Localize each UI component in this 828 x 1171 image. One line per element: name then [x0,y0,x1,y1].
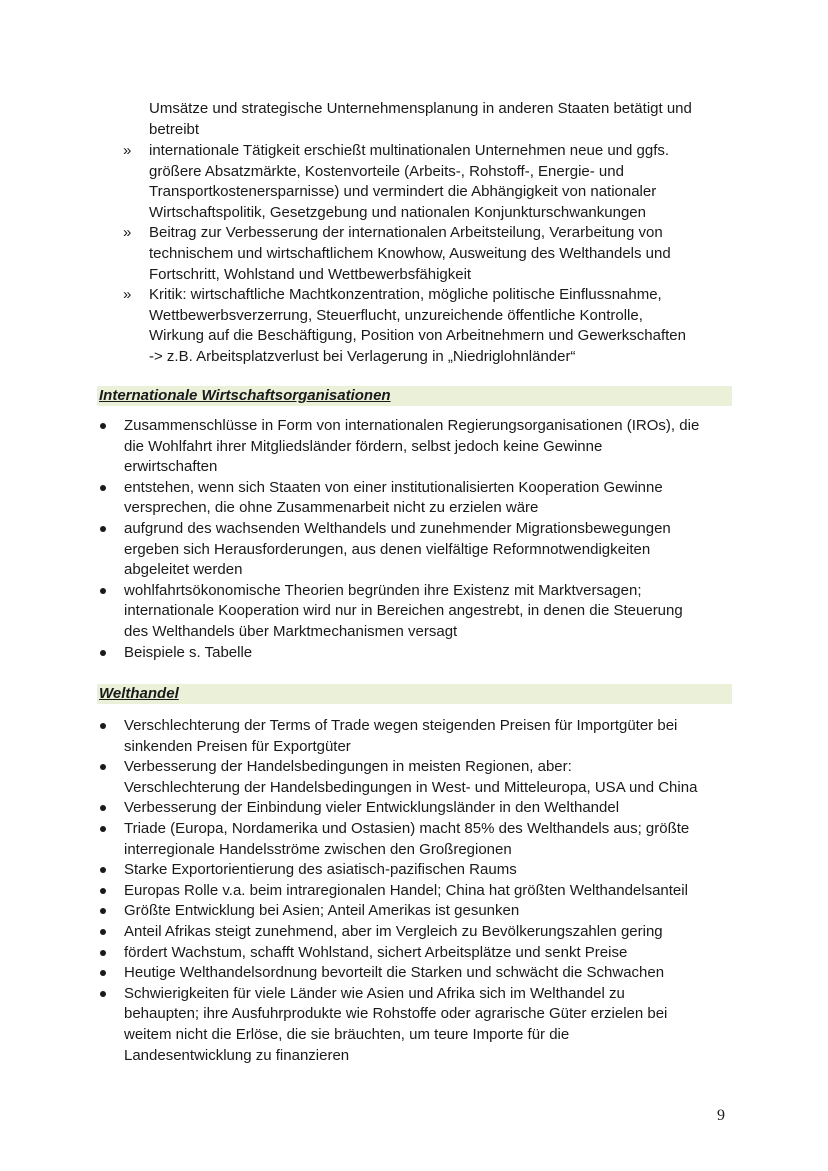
text-line: Wettbewerbsverzerrung, Steuerflucht, unzureichende öffentliche Kontrolle, [149,306,643,324]
list-item [124,860,744,881]
bullet-dot-icon [100,888,106,894]
list-item [124,901,744,922]
text-line: Europas Rolle v.a. beim intraregionalen Handel; China hat größten Welthandelsanteil [124,881,688,899]
page-number: 9 [717,1107,725,1124]
list-item [124,881,744,902]
bullet-dot-icon [100,485,106,491]
bullet-dot-icon [100,991,106,997]
text-line: größere Absatzmärkte, Kostenvorteile (Arbeits-, Rohstoff-, Energie- und [149,162,624,180]
text-line: internationale Tätigkeit erschießt multinationalen Unternehmen neue und ggfs. [149,142,670,159]
bullet-dot-icon [100,526,106,532]
text-line: Verbesserung der Einbindung vieler Entwicklungsländer in den Welthandel [124,799,620,817]
raquo-marker: » [123,142,132,159]
bullet-dot-icon [100,650,106,656]
welthandel-list [124,716,744,1066]
text-line: Verschlechterung der Terms of Trade wegen steigenden Preisen für Importgüter bei [124,717,678,734]
text-line: erwirtschaften [124,458,218,476]
list-item [124,798,744,819]
text-line: Starke Exportorientierung des asiatisch-pazifischen Raums [124,861,517,879]
text-line: internationale Kooperation wird nur in Bereichen angestrebt, in denen die Steuerung [124,602,683,620]
text-line: aufgrund des wachsenden Welthandels und zunehmender Migrationsbewegungen [124,519,671,537]
list-item [124,643,744,664]
bullet-dot-icon [100,950,106,956]
text-line: betreibt [149,120,200,138]
list-item [123,285,739,367]
text-line: des Welthandels über Marktmechanismen versagt [124,622,458,640]
list-item [124,819,744,860]
bullet-dot-icon [100,805,106,811]
bullet-dot-icon [100,826,106,832]
bullet-dot-icon [100,423,106,429]
text-line: Fortschritt, Wohlstand und Wettbewerbsfähigkeit [149,265,472,283]
bullet-dot-icon [100,723,106,729]
text-line: abgeleitet werden [124,561,243,579]
list-item [124,963,744,984]
text-line: Triade (Europa, Nordamerika und Ostasien) macht 85% des Welthandels aus; größte [124,819,690,837]
list-item [124,519,744,581]
text-line: die Wohlfahrt ihrer Mitgliedsländer fördern, selbst jedoch keine Gewinne [124,437,603,455]
text-line: Kritik: wirtschaftliche Machtkonzentration, mögliche politische Einflussnahme, [149,286,662,304]
text-line: Beispiele s. Tabelle [124,643,253,661]
text-line: Verbesserung der Handelsbedingungen in meisten Regionen, aber: [124,758,572,776]
raquo-marker: » [123,224,132,242]
organisations-list [124,416,744,663]
text-line: Wirtschaftspolitik, Gesetzgebung und nationalen Konjunkturschwankungen [149,203,646,221]
text-line: Beitrag zur Verbesserung der internationalen Arbeitsteilung, Verarbeitung von [149,224,663,242]
list-item [123,223,739,285]
text-line: ergeben sich Herausforderungen, aus denen vielfältige Reformnotwendigkeiten [124,540,651,558]
bullet-dot-icon [100,970,106,976]
text-line: Heutige Welthandelsordnung bevorteilt die Starken und schwächt die Schwachen [124,964,665,982]
bullet-dot-icon [100,764,106,770]
list-item [124,581,744,643]
text-line: behaupten; ihre Ausfuhrprodukte wie Rohstoffe oder agrarische Güter erzielen bei [124,1005,668,1023]
list-item [124,757,744,798]
text-line: sinkenden Preisen für Exportgüter [124,737,351,755]
text-line: Transportkostenersparnisse) und vermindert die Abhängigkeit von nationaler [149,183,657,201]
text-line: Verschlechterung der Handelsbedingungen in West- und Mitteleuropa, USA und China [124,778,698,796]
raquo-marker: » [123,286,132,304]
text-line: weitem nicht die Erlöse, die sie bräuchten, um teure Importe für die [124,1025,570,1043]
bullet-dot-icon [100,908,106,914]
list-item [124,716,744,757]
list-item [124,416,744,478]
text-line: Schwierigkeiten für viele Länder wie Asien und Afrika sich im Welthandel zu [124,984,625,1002]
text-line: -> z.B. Arbeitsplatzverlust bei Verlagerung in „Niedriglohnländer“ [149,347,576,365]
list-item [124,943,744,964]
bullet-dot-icon [100,867,106,873]
text-line: wohlfahrtsökonomische Theorien begründen ihre Existenz mit Marktversagen; [124,581,642,599]
section-heading: Welthandel [97,684,732,704]
list-item [123,141,739,223]
text-line: versprechen, die ohne Zusammenarbeit nicht zu erzielen wäre [124,499,539,517]
text-line: Umsätze und strategische Unternehmensplanung in anderen Staaten betätigt und [149,100,692,117]
text-line: interregionale Handelsströme zwischen den Großregionen [124,840,512,858]
bullet-dot-icon [100,929,106,935]
text-line: technischem und wirtschaftlichem Knowhow, Ausweitung des Welthandels und [149,244,671,262]
list-item [124,478,744,519]
list-item [124,984,744,1066]
text-line: Landesentwicklung zu finanzieren [124,1046,350,1064]
text-line: Zusammenschlüsse in Form von internationalen Regierungsorganisationen (IROs), die [124,417,700,434]
text-line: Wirkung auf die Beschäftigung, Position von Arbeitnehmern und Gewerkschaften [149,327,686,345]
text-line: entstehen, wenn sich Staaten von einer institutionalisierten Kooperation Gewinne [124,478,663,496]
text-line: Größte Entwicklung bei Asien; Anteil Amerikas ist gesunken [124,902,520,920]
list-item [124,922,744,943]
text-line: Anteil Afrikas steigt zunehmend, aber im Vergleich zu Bevölkerungszahlen gering [124,922,663,940]
bullet-dot-icon [100,588,106,594]
section-heading: Internationale Wirtschaftsorganisationen [97,386,732,406]
continued-paragraph [149,99,739,140]
multinational-list [123,141,739,368]
text-line: fördert Wachstum, schafft Wohlstand, sichert Arbeitsplätze und senkt Preise [124,943,628,961]
